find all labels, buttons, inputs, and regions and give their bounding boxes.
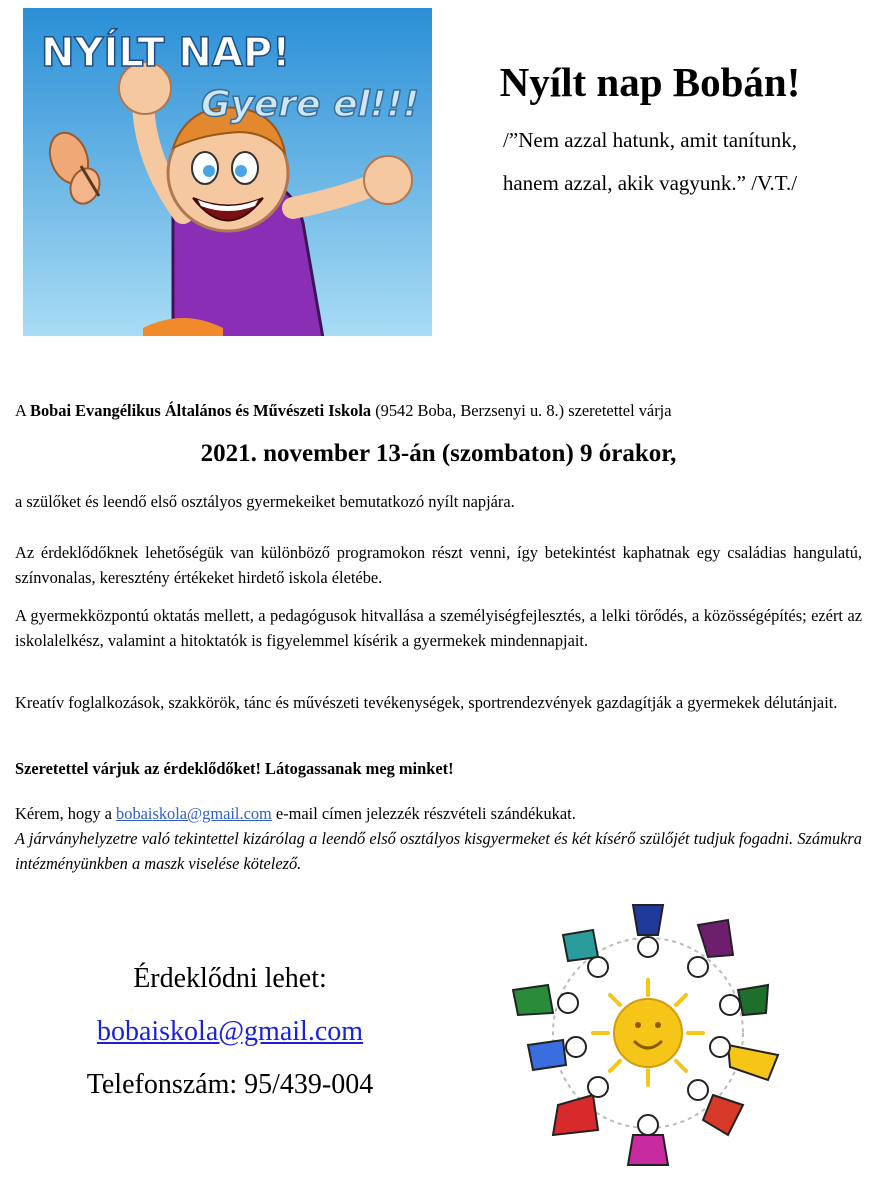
quote-line-2: hanem azzal, akik vagyunk.” /V.T./ bbox=[502, 171, 798, 195]
paragraph-covid-notice: A járványhelyzetre való tekintettel kizárólag a leendő első osztályos kisgyermeket és két kísérő szülőjét tudjuk fogadni. Számukra intézményünkben a maszk viselése kötelező. bbox=[15, 829, 862, 873]
registration-suffix: e-mail címen jelezzék részvételi szándékukat. bbox=[271, 804, 576, 823]
paragraph-activities: Kreatív foglalkozások, szakkörök, tánc és művészeti tevékenységek, sportrendezvények gazdagítják a gyermekek délutánjait. bbox=[15, 693, 838, 712]
contact-block bbox=[40, 955, 420, 1114]
intro-prefix: A bbox=[15, 401, 31, 420]
paragraph-programs: Az érdeklődőknek lehetőségük van különböző programokon részt venni, így betekintést kaphatnak egy családias hangulatú, színvonalas, keresztény értékeket hirdető iskola életébe. bbox=[15, 543, 862, 587]
registration-email-link[interactable]: bobaiskola@gmail.com bbox=[116, 804, 272, 823]
children-sun-illustration bbox=[498, 895, 798, 1175]
poster-image bbox=[23, 8, 432, 336]
paragraph-welcome: Szeretettel várjuk az érdeklődőket! Látogassanak meg minket! bbox=[15, 759, 454, 778]
sun-icon bbox=[593, 980, 703, 1085]
poster-headline: NYÍLT NAP! bbox=[41, 30, 291, 76]
contact-phone: Telefonszám: 95/439-004 bbox=[86, 1069, 374, 1100]
poster-subline: Gyere el!!! bbox=[201, 84, 420, 125]
paragraph-registration bbox=[15, 801, 862, 826]
quote-line-1: /”Nem azzal hatunk, amit tanítunk, bbox=[503, 128, 797, 152]
intro-text bbox=[15, 398, 862, 423]
intro-suffix: (9542 Boba, Berzsenyi u. 8.) szeretettel várja bbox=[371, 401, 672, 420]
paragraph-invitation: a szülőket és leendő első osztályos gyermekeiket bemutatkozó nyílt napjára. bbox=[15, 492, 515, 511]
school-name: Bobai Evangélikus Általános és Művészeti Iskola bbox=[30, 401, 372, 420]
registration-prefix: Kérem, hogy a bbox=[15, 804, 117, 823]
contact-email-link[interactable]: bobaiskola@gmail.com bbox=[96, 1016, 364, 1047]
page-title: Nyílt nap Bobán! bbox=[499, 59, 801, 105]
paragraph-education: A gyermekközpontú oktatás mellett, a pedagógusok hitvallása a személyiségfejlesztés, a lelki törődés, a közösségépítés; ezért az iskolalelkész, valamint a hitoktatók is figyelemmel kísérik a gyermekek mindennapjait. bbox=[15, 606, 862, 650]
event-date: 2021. november 13-án (szombaton) 9 órakor, bbox=[200, 440, 677, 467]
contact-label: Érdeklődni lehet: bbox=[133, 963, 327, 994]
